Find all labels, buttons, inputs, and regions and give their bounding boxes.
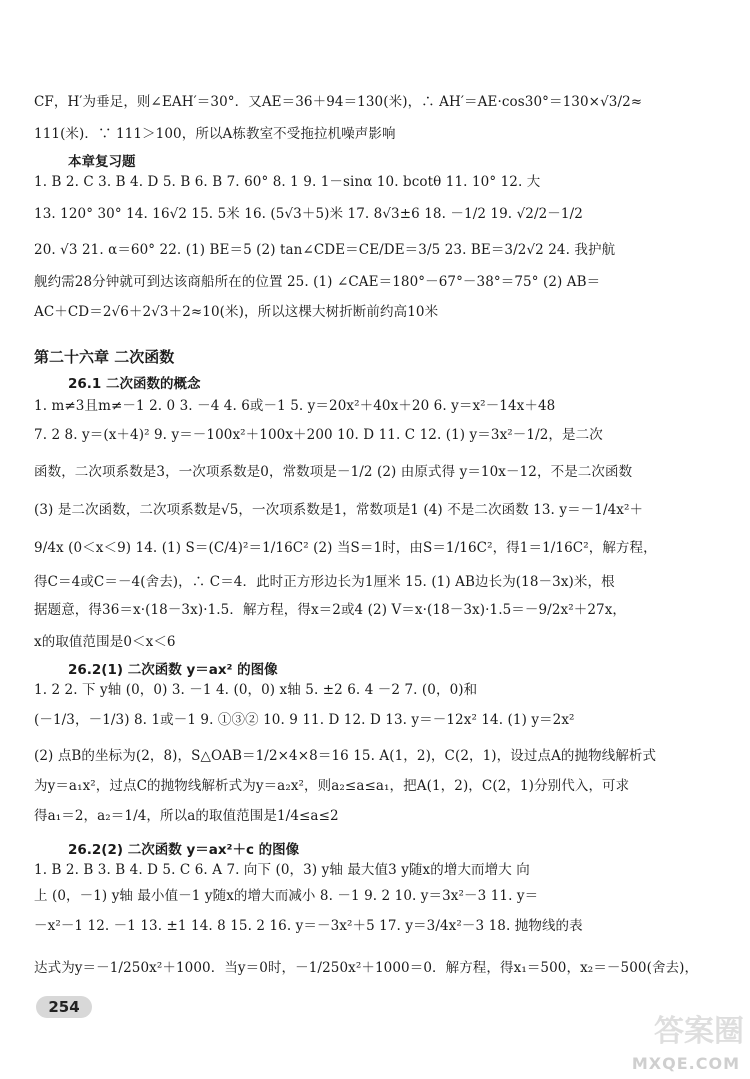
text-line: 1. B 2. C 3. B 4. D 5. B 6. B 7. 60° 8. 1 9. 1－sinα 10. bcotθ 11. 10° 12. 大 bbox=[34, 174, 541, 190]
watermark-glyphs: 答案圈 bbox=[654, 1014, 744, 1049]
text-line: 1. m≠3且m≠－1 2. 0 3. －4 4. 6或－1 5. y＝20x²＋40x＋20 6. y＝x²－14x＋48 bbox=[34, 398, 556, 414]
text-line: (－1/3，－1/3) 8. 1或－1 9. ①③② 10. 9 11. D 12. D 13. y＝－12x² 14. (1) y＝2x² bbox=[34, 712, 575, 728]
text-line: 13. 120° 30° 14. 16√2 15. 5米 16. (5√3＋5)米 17. 8√3±6 18. －1/2 19. √2/2－1/2 bbox=[34, 206, 583, 222]
text-line: AC＋CD＝2√6＋2√3＋2≈10(米)，所以这棵大树折断前约高10米 bbox=[34, 304, 439, 320]
section-title: 26.1 二次函数的概念 bbox=[68, 376, 201, 392]
text-line: 达式为y＝－1/250x²＋1000．当y＝0时，－1/250x²＋1000＝0．解方程，得x₁＝500，x₂＝－500(舍去)， bbox=[34, 960, 699, 976]
text-line: 111(米)．∵ 111＞100，所以A栋教室不受拖拉机噪声影响 bbox=[34, 126, 396, 142]
text-line: (3) 是二次函数，二次项系数是√5，一次项系数是1，常数项是1 (4) 不是二次函数 13. y＝－1/4x²＋ bbox=[34, 502, 644, 518]
page-number: 254 bbox=[36, 996, 92, 1018]
watermark-text: MXQE.COM bbox=[631, 1054, 740, 1073]
text-line: 7. 2 8. y＝(x＋4)² 9. y＝－100x²＋100x＋200 10. D 11. C 12. (1) y＝3x²－1/2，是二次 bbox=[34, 427, 603, 443]
review-title: 本章复习题 bbox=[68, 154, 136, 170]
section-title: 26.2(2) 二次函数 y＝ax²＋c 的图像 bbox=[68, 842, 300, 858]
text-line: 20. √3 21. α＝60° 22. (1) BE＝5 (2) tan∠CDE＝CE/DE＝3/5 23. BE＝3/2√2 24. 我护航 bbox=[34, 242, 616, 258]
text-line: 函数，二次项系数是3，一次项系数是0，常数项是－1/2 (2) 由原式得 y＝10x－12，不是二次函数 bbox=[34, 464, 633, 480]
watermark-logo bbox=[600, 1000, 750, 1079]
text-line: 1. B 2. B 3. B 4. D 5. C 6. A 7. 向下 (0，3) y轴 最大值3 y随x的增大而增大 向 bbox=[34, 862, 530, 878]
text-line: x的取值范围是0＜x＜6 bbox=[34, 634, 176, 650]
text-line: 9/4x (0＜x＜9) 14. (1) S＝(C/4)²＝1/16C² (2) 当S＝1时，由S＝1/16C²，得1＝1/16C²，解方程， bbox=[34, 540, 657, 556]
text-line: 舰约需28分钟就可到达该商船所在的位置 25. (1) ∠CAE＝180°－67°－38°＝75° (2) AB＝ bbox=[34, 274, 601, 290]
text-line: CF，H′为垂足，则∠EAH′＝30°．又AE＝36＋94＝130(米)，∴ AH′＝AE·cos30°＝130×√3/2≈ bbox=[34, 94, 643, 110]
text-line: (2) 点B的坐标为(2，8)，S△OAB＝1/2×4×8＝16 15. A(1，2)，C(2，1)，设过点A的抛物线解析式 bbox=[34, 748, 657, 764]
text-line: 上 (0，－1) y轴 最小值－1 y随x的增大而减小 8. －1 9. 2 10. y＝3x²－3 11. y＝ bbox=[34, 888, 539, 904]
text-line: 得a₁＝2，a₂＝1/4，所以a的取值范围是1/4≤a≤2 bbox=[34, 808, 339, 824]
text-line: 据题意，得36＝x·(18－3x)·1.5．解方程，得x＝2或4 (2) V＝x·(18－3x)·1.5＝－9/2x²＋27x， bbox=[34, 602, 627, 618]
text-line: 得C＝4或C＝－4(舍去)，∴ C＝4．此时正方形边长为1厘米 15. (1) AB边长为(18－3x)米，根 bbox=[34, 574, 615, 590]
text-line: －x²－1 12. －1 13. ±1 14. 8 15. 2 16. y＝－3x²＋5 17. y＝3/4x²－3 18. 抛物线的表 bbox=[34, 918, 583, 934]
section-title: 26.2(1) 二次函数 y＝ax² 的图像 bbox=[68, 662, 278, 678]
text-line: 1. 2 2. 下 y轴 (0，0) 3. －1 4. (0，0) x轴 5. ±2 6. 4 －2 7. (0，0)和 bbox=[34, 682, 478, 698]
text-line: 为y＝a₁x²，过点C的抛物线解析式为y＝a₂x²，则a₂≤a≤a₁，把A(1，2)，C(2，1)分别代入，可求 bbox=[34, 778, 630, 794]
chapter-title: 第二十六章 二次函数 bbox=[34, 348, 175, 366]
